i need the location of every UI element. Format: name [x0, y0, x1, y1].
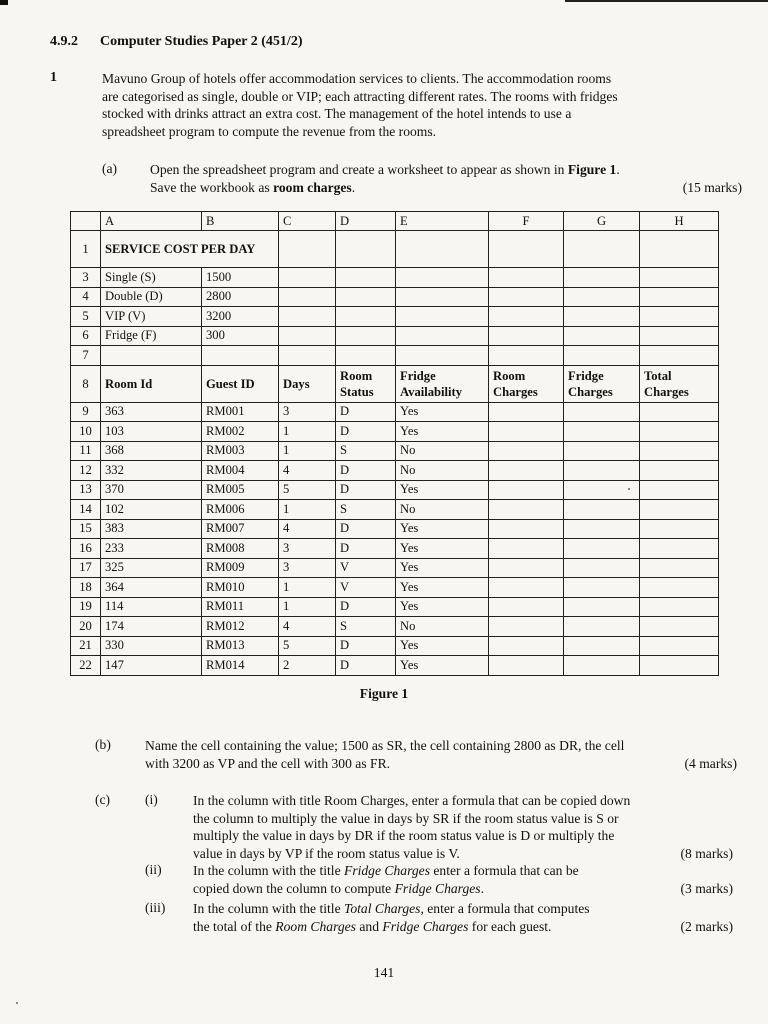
part-c-label: (c): [95, 792, 111, 807]
room-charges-cell: [489, 597, 564, 617]
cell: [336, 287, 396, 307]
section-number: 4.9.2: [50, 34, 78, 49]
header-room-status: Room Status: [336, 365, 396, 402]
room-status-cell: S: [336, 441, 396, 461]
room-charges-cell: [489, 656, 564, 676]
cell: [489, 346, 564, 366]
fridge-availability-cell: Yes: [396, 539, 489, 559]
room-id-cell: 330: [101, 636, 202, 656]
guest-id-cell: RM013: [202, 636, 279, 656]
part-b-text: [145, 737, 737, 772]
part-c-i-line: In the column with title Room Charges, enter a formula that can be copied down: [193, 793, 631, 808]
fridge-availability-cell: Yes: [396, 422, 489, 442]
cell: [396, 326, 489, 346]
workbook-name: room charges: [273, 179, 352, 195]
column-header: G: [564, 212, 640, 231]
fridge-availability-cell: Yes: [396, 480, 489, 500]
total-charges-cell: [640, 578, 719, 598]
table-row: [71, 539, 719, 559]
service-row: [71, 326, 719, 346]
cell: [640, 307, 719, 327]
days-cell: 4: [279, 617, 336, 637]
days-cell: 5: [279, 636, 336, 656]
guest-id-cell: RM010: [202, 578, 279, 598]
question-intro: [102, 70, 742, 140]
room-id-cell: 332: [101, 461, 202, 481]
guest-id-cell: RM004: [202, 461, 279, 481]
text: copied down the column to compute: [193, 880, 395, 896]
table-row: [71, 597, 719, 617]
cell: [489, 231, 564, 268]
row-number: 14: [71, 500, 101, 520]
room-status-cell: D: [336, 461, 396, 481]
fridge-availability-cell: No: [396, 617, 489, 637]
fridge-charges-cell: [564, 500, 640, 520]
guest-id-cell: RM009: [202, 558, 279, 578]
part-c-i-line: the column to multiply the value in days by SR if the room status value is S or: [193, 810, 619, 826]
total-charges-cell: [640, 500, 719, 520]
text: , enter a formula that computes: [420, 901, 590, 916]
cell: [564, 307, 640, 327]
fridge-availability-cell: Yes: [396, 636, 489, 656]
part-c-ii-line-2: [193, 880, 733, 898]
fridge-availability-cell: Yes: [396, 656, 489, 676]
guest-id-cell: RM001: [202, 402, 279, 422]
part-a-marks: (15 marks): [682, 179, 742, 195]
column-header: F: [489, 212, 564, 231]
service-row: [71, 268, 719, 288]
service-rows: [71, 268, 719, 346]
room-status-cell: S: [336, 500, 396, 520]
table-row: [71, 480, 719, 500]
row-number: 1: [71, 231, 101, 268]
row-number: 8: [71, 365, 101, 402]
cell: [279, 287, 336, 307]
room-charges-cell: [489, 422, 564, 442]
cell: [202, 346, 279, 366]
room-id-cell: 114: [101, 597, 202, 617]
cell: [396, 307, 489, 327]
days-cell: 3: [279, 558, 336, 578]
fridge-charges-cell: [564, 539, 640, 559]
total-charges-cell: [640, 617, 719, 637]
data-header-row: [71, 365, 719, 402]
part-c-iii-marks: (2 marks): [680, 918, 733, 934]
cell: [640, 268, 719, 288]
text: and: [355, 918, 383, 934]
room-charges-cell: [489, 539, 564, 559]
fridge-charges-cell: [564, 558, 640, 578]
room-id-cell: 364: [101, 578, 202, 598]
room-charges-cell: [489, 617, 564, 637]
part-c-ii-line-1: [193, 862, 733, 880]
part-a-line2-suffix: .: [351, 179, 356, 195]
emphasis: Fridge Charges: [344, 863, 430, 878]
text: In the column with the title: [193, 863, 345, 878]
fridge-availability-cell: Yes: [396, 558, 489, 578]
total-charges-cell: [640, 636, 719, 656]
part-a-text: [150, 161, 742, 196]
total-charges-cell: [640, 480, 719, 500]
room-charges-cell: [489, 636, 564, 656]
days-cell: 1: [279, 422, 336, 442]
part-a-label: (a): [102, 161, 118, 176]
figure-caption: Figure 1: [359, 686, 409, 701]
fridge-availability-cell: Yes: [396, 519, 489, 539]
row-number: 20: [71, 617, 101, 637]
room-charges-cell: [489, 558, 564, 578]
cell: [336, 326, 396, 346]
room-charges-cell: [489, 519, 564, 539]
cell: [101, 346, 202, 366]
room-charges-cell: [489, 461, 564, 481]
cell: [396, 287, 489, 307]
part-c-i-marks: (8 marks): [680, 845, 733, 861]
fridge-charges-cell: [564, 636, 640, 656]
header-fridge-availability: Fridge Availability: [396, 365, 489, 402]
cell: [336, 231, 396, 268]
room-id-cell: 363: [101, 402, 202, 422]
part-b-label: (b): [95, 737, 111, 752]
service-label: Double (D): [101, 287, 202, 307]
table-row: [71, 617, 719, 637]
room-status-cell: D: [336, 480, 396, 500]
service-label: VIP (V): [101, 307, 202, 327]
cell: [564, 346, 640, 366]
days-cell: 1: [279, 500, 336, 520]
column-header: A: [101, 212, 202, 231]
service-cost-value: 2800: [202, 287, 279, 307]
part-a-line1-prefix: Open the spreadsheet program and create a worksheet to appear as shown in: [150, 162, 568, 177]
page-number: 141: [373, 965, 395, 980]
fridge-charges-cell: [564, 578, 640, 598]
days-cell: 4: [279, 461, 336, 481]
scan-speck: [628, 488, 630, 490]
row-number: 22: [71, 656, 101, 676]
header-total-charges: Total Charges: [640, 365, 719, 402]
part-b-line-2-text: with 3200 as VP and the cell with 300 as FR.: [145, 755, 391, 771]
row-number: 7: [71, 346, 101, 366]
part-c-iii-text: [193, 900, 733, 935]
header-room-charges: Room Charges: [489, 365, 564, 402]
column-header: D: [336, 212, 396, 231]
column-header: E: [396, 212, 489, 231]
part-a-line-2: [150, 179, 742, 197]
service-row: [71, 307, 719, 327]
fridge-charges-cell: [564, 656, 640, 676]
days-cell: 1: [279, 578, 336, 598]
total-charges-cell: [640, 441, 719, 461]
table-row: [71, 402, 719, 422]
fridge-charges-cell: [564, 617, 640, 637]
blank-row: [71, 346, 719, 366]
cell: [640, 287, 719, 307]
fridge-availability-cell: Yes: [396, 402, 489, 422]
emphasis: Total Charges: [344, 901, 421, 916]
cell: [396, 346, 489, 366]
row-number: 11: [71, 441, 101, 461]
part-b-marks: (4 marks): [684, 755, 737, 771]
room-id-cell: 383: [101, 519, 202, 539]
cell: [279, 346, 336, 366]
room-status-cell: D: [336, 636, 396, 656]
intro-line: Mavuno Group of hotels offer accommodation services to clients. The accommodation rooms: [102, 71, 612, 86]
intro-line: stocked with drinks attract an extra cost. The management of the hotel intends to use a: [102, 106, 572, 121]
service-cost-value: 3200: [202, 307, 279, 327]
cell: [640, 231, 719, 268]
row-number: 13: [71, 480, 101, 500]
question-number: 1: [50, 70, 57, 85]
fridge-availability-cell: Yes: [396, 578, 489, 598]
text: the total of the: [193, 918, 276, 934]
days-cell: 2: [279, 656, 336, 676]
guest-id-cell: RM006: [202, 500, 279, 520]
service-row: [71, 287, 719, 307]
total-charges-cell: [640, 422, 719, 442]
row-number: 10: [71, 422, 101, 442]
header-days: Days: [279, 365, 336, 402]
part-c-i-last-line: [193, 845, 733, 863]
section-title: Computer Studies Paper 2 (451/2): [100, 34, 303, 49]
fridge-availability-cell: No: [396, 441, 489, 461]
row-number: 6: [71, 326, 101, 346]
data-rows: [71, 402, 719, 675]
room-id-cell: 368: [101, 441, 202, 461]
cell: [564, 268, 640, 288]
header-guest-id: Guest ID: [202, 365, 279, 402]
text: for each guest.: [468, 918, 552, 934]
row-number: 9: [71, 402, 101, 422]
room-id-cell: 174: [101, 617, 202, 637]
table-row: [71, 441, 719, 461]
text: .: [480, 880, 484, 896]
room-status-cell: D: [336, 519, 396, 539]
guest-id-cell: RM011: [202, 597, 279, 617]
cell: [396, 268, 489, 288]
header-fridge-charges: Fridge Charges: [564, 365, 640, 402]
room-status-cell: V: [336, 558, 396, 578]
guest-id-cell: RM012: [202, 617, 279, 637]
service-title-row: [71, 231, 719, 268]
service-cost-title: SERVICE COST PER DAY: [101, 231, 279, 268]
days-cell: 3: [279, 402, 336, 422]
cell: [279, 268, 336, 288]
fridge-charges-cell: [564, 597, 640, 617]
row-number: 5: [71, 307, 101, 327]
emphasis: Fridge Charges: [382, 918, 469, 934]
part-c-i-line: multiply the value in days by DR if the room status value is D or multiply the: [193, 828, 615, 843]
cell: [489, 268, 564, 288]
room-id-cell: 103: [101, 422, 202, 442]
days-cell: 3: [279, 539, 336, 559]
part-c-ii-text: [193, 862, 733, 897]
part-c-iii-line-1: [193, 900, 733, 918]
column-header: H: [640, 212, 719, 231]
part-b-line-1: Name the cell containing the value; 1500 as SR, the cell containing 2800 as DR, the cell: [145, 738, 625, 753]
part-c-iii-label: (iii): [145, 900, 166, 915]
guest-id-cell: RM014: [202, 656, 279, 676]
scan-speck: [16, 1002, 18, 1004]
text: enter a formula that can be: [429, 863, 579, 878]
intro-line: are categorised as single, double or VIP; each attracting different rates. The rooms with fridges: [102, 88, 618, 104]
fridge-availability-cell: No: [396, 461, 489, 481]
part-a-line2-prefix: Save the workbook as: [150, 179, 274, 195]
section-heading: [50, 34, 302, 50]
room-status-cell: D: [336, 656, 396, 676]
part-a-line1-suffix: .: [616, 162, 620, 177]
room-status-cell: D: [336, 402, 396, 422]
guest-id-cell: RM005: [202, 480, 279, 500]
table-row: [71, 578, 719, 598]
days-cell: 4: [279, 519, 336, 539]
table-row: [71, 636, 719, 656]
cell: [279, 231, 336, 268]
row-number: 17: [71, 558, 101, 578]
room-id-cell: 147: [101, 656, 202, 676]
room-id-cell: 233: [101, 539, 202, 559]
room-charges-cell: [489, 402, 564, 422]
total-charges-cell: [640, 461, 719, 481]
guest-id-cell: RM002: [202, 422, 279, 442]
cell: [279, 307, 336, 327]
part-c-ii-marks: (3 marks): [680, 880, 733, 896]
cell: [489, 326, 564, 346]
fridge-charges-cell: [564, 402, 640, 422]
corner-cell: [71, 212, 101, 231]
part-c-i-text: [193, 792, 733, 862]
room-status-cell: S: [336, 617, 396, 637]
room-status-cell: D: [336, 539, 396, 559]
room-charges-cell: [489, 578, 564, 598]
cell: [396, 231, 489, 268]
figure-reference: Figure 1: [567, 162, 617, 177]
guest-id-cell: RM003: [202, 441, 279, 461]
column-header: B: [202, 212, 279, 231]
table-row: [71, 500, 719, 520]
room-id-cell: 102: [101, 500, 202, 520]
cell: [279, 326, 336, 346]
row-number: 19: [71, 597, 101, 617]
guest-id-cell: RM008: [202, 539, 279, 559]
total-charges-cell: [640, 539, 719, 559]
cell: [489, 287, 564, 307]
top-rule: [565, 0, 768, 2]
table-row: [71, 558, 719, 578]
service-cost-value: 1500: [202, 268, 279, 288]
cell: [336, 346, 396, 366]
part-c-i-line: value in days by VP if the room status value is V.: [193, 845, 460, 861]
days-cell: 1: [279, 597, 336, 617]
fridge-charges-cell: [564, 441, 640, 461]
room-status-cell: D: [336, 422, 396, 442]
table-row: [71, 656, 719, 676]
cell: [564, 231, 640, 268]
part-c-i-label: (i): [145, 792, 158, 807]
service-label: Fridge (F): [101, 326, 202, 346]
column-header: C: [279, 212, 336, 231]
fridge-charges-cell: [564, 519, 640, 539]
total-charges-cell: [640, 519, 719, 539]
total-charges-cell: [640, 558, 719, 578]
worksheet-table: [70, 211, 719, 676]
cell: [336, 307, 396, 327]
total-charges-cell: [640, 402, 719, 422]
part-b-line-2: [145, 755, 737, 773]
row-number: 3: [71, 268, 101, 288]
cell: [564, 326, 640, 346]
fridge-availability-cell: No: [396, 500, 489, 520]
service-cost-value: 300: [202, 326, 279, 346]
emphasis: Room Charges: [275, 918, 356, 934]
row-number: 16: [71, 539, 101, 559]
part-c-iii-line-2: [193, 918, 733, 936]
scan-corner-mark: [0, 0, 8, 5]
room-id-cell: 325: [101, 558, 202, 578]
room-charges-cell: [489, 500, 564, 520]
cell: [489, 307, 564, 327]
days-cell: 5: [279, 480, 336, 500]
cell: [640, 346, 719, 366]
days-cell: 1: [279, 441, 336, 461]
column-header-row: [71, 212, 719, 231]
room-charges-cell: [489, 480, 564, 500]
room-status-cell: V: [336, 578, 396, 598]
intro-line: spreadsheet program to compute the revenue from the rooms.: [102, 123, 437, 139]
row-number: 12: [71, 461, 101, 481]
header-room-id: Room Id: [101, 365, 202, 402]
service-label: Single (S): [101, 268, 202, 288]
text: In the column with the title: [193, 901, 345, 916]
cell: [564, 287, 640, 307]
part-c-ii-label: (ii): [145, 862, 162, 877]
row-number: 4: [71, 287, 101, 307]
cell: [640, 326, 719, 346]
room-id-cell: 370: [101, 480, 202, 500]
table-row: [71, 461, 719, 481]
cell: [336, 268, 396, 288]
total-charges-cell: [640, 656, 719, 676]
room-charges-cell: [489, 441, 564, 461]
part-a-line-1: [150, 161, 742, 179]
table-row: [71, 422, 719, 442]
row-number: 15: [71, 519, 101, 539]
emphasis: Fridge Charges: [394, 880, 481, 896]
table-row: [71, 519, 719, 539]
total-charges-cell: [640, 597, 719, 617]
fridge-availability-cell: Yes: [396, 597, 489, 617]
row-number: 21: [71, 636, 101, 656]
room-status-cell: D: [336, 597, 396, 617]
guest-id-cell: RM007: [202, 519, 279, 539]
fridge-charges-cell: [564, 422, 640, 442]
row-number: 18: [71, 578, 101, 598]
fridge-charges-cell: [564, 461, 640, 481]
